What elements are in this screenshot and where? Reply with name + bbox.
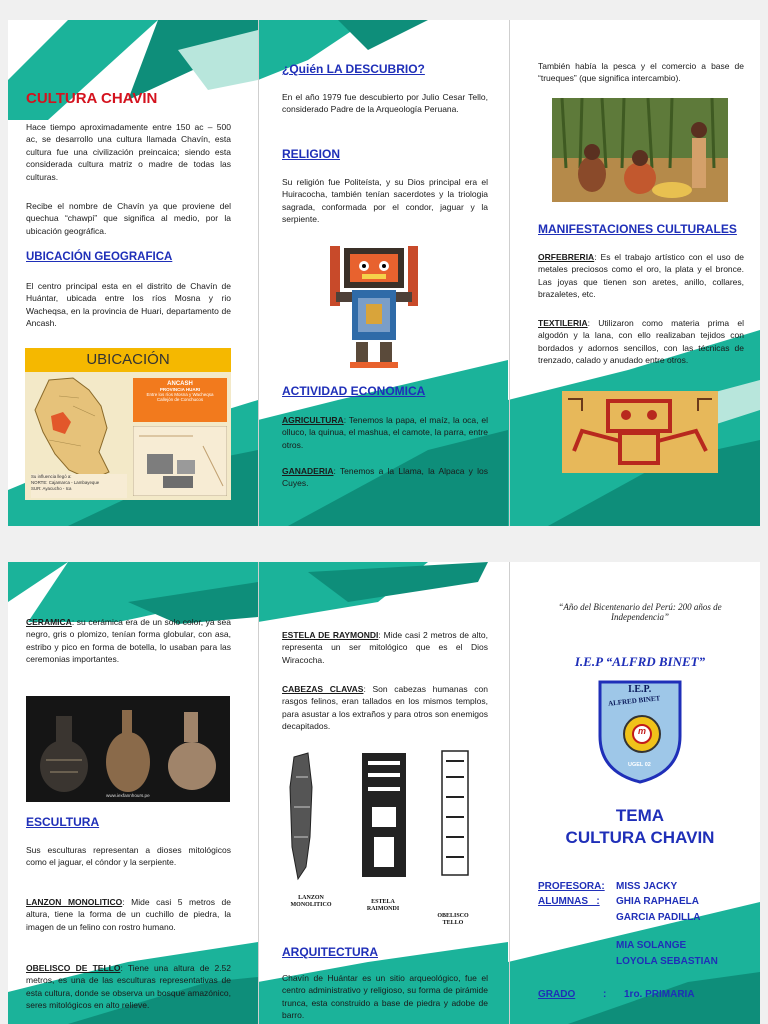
alumna-1-firstname: GHIA RAPHAELA xyxy=(616,896,699,907)
textileria-label: TEXTILERIA xyxy=(538,318,588,328)
cabezas-paragraph xyxy=(282,683,488,733)
agricultura-paragraph xyxy=(282,414,488,451)
section-heading-economia: ACTIVIDAD ECONOMICA xyxy=(282,384,426,398)
fold-line xyxy=(509,20,510,526)
lanzon-paragraph xyxy=(26,896,231,933)
grado-value: 1ro. PRIMARIA xyxy=(624,989,695,1000)
ganaderia-paragraph xyxy=(282,465,488,490)
map-banner-title: UBICACIÓN xyxy=(86,351,170,368)
caption-obelisco: OBELISCO TELLO xyxy=(437,913,469,926)
logo-letter: m xyxy=(638,726,647,736)
orfebreria-text: : Es el trabajo artístico con el uso de metales preciosos como el oro, la plata y el bronce. Las joyas que tienen son aretes, anillo, collares, brazaletes, etc. xyxy=(538,252,744,300)
cabezas-label: CABEZAS CLAVAS xyxy=(282,684,364,694)
descubrio-paragraph: En el año 1979 fue descubierto por Julio Cesar Tello, considerado Padre de la Arqueología Peruana. xyxy=(282,92,488,115)
map-note-line3: SUR: Ayacucho - Ica xyxy=(31,486,72,491)
grado-label: GRADO xyxy=(538,989,576,1000)
orfebreria-paragraph xyxy=(538,251,744,301)
logo-text-iep: I.E.P. xyxy=(628,684,652,695)
ceramica-label: CERAMICA xyxy=(26,617,72,627)
peru-map-icon xyxy=(29,376,119,484)
ganaderia-label: GANADERIA xyxy=(282,466,334,476)
section-heading-descubrio: ¿Quién LA DESCUBRIO? xyxy=(282,62,425,76)
estela-text: : Mide casi 2 metros de alto, representa un ser mitológico que es el Dios Wiracocha. xyxy=(282,630,488,665)
obelisco-text: : Tiene una altura de 2.52 metros, es una de las esculturas representativas de esta cultura, donde se observa un bosque amazónico, seres mitológicos en alto relieve. xyxy=(26,963,232,1011)
arquitectura-paragraph: Chavín de Huántar es un sitio arqueológico, fue el centro administrativo y religioso, su forma de pirámide trunca, esta construido a base de piedra y adobe de barro. xyxy=(282,973,488,1021)
ceramic-vessels-image xyxy=(26,696,230,802)
textileria-paragraph xyxy=(538,317,744,367)
agricultura-text: : Tenemos la papa, el maíz, la oca, el olluco, la quinua, el mashua, el camote, la parra, entre otros. xyxy=(282,415,488,450)
ganaderia-text: : Tenemos a la Llama, la Alpaca y los Cuyes. xyxy=(282,466,488,489)
name-origin-paragraph: Recibe el nombre de Chavín ya que proviene del quechua “chawpi” que significa al medio, por la ubicación geográfica. xyxy=(26,201,231,236)
logo-ugel: UGEL 02 xyxy=(628,762,651,768)
ubicacion-map-image xyxy=(25,348,231,500)
estela-paragraph xyxy=(282,629,488,666)
profesora-value: MISS JACKY xyxy=(616,881,678,892)
motto-text: “Año del Bicentenario del Perú: 200 años de Independencia” xyxy=(558,602,722,622)
ubicacion-paragraph: El centro principal esta en el distrito de Chavín de Huántar, ubicada entre los ríos Mosna y rio Wacheqsa, en la provincia de Huari, departamento de Ancash. xyxy=(26,281,231,329)
escultura-paragraph: Sus esculturas representan a dioses mitológicos como el jaguar, el cóndor y la serpiente. xyxy=(26,845,231,868)
brochure-outside-sheet xyxy=(8,20,760,526)
alumna-1-lastname: GARCIA PADILLA xyxy=(616,912,701,923)
school-name: I.E.P “ALFRD BINET” xyxy=(574,654,706,669)
religion-paragraph: Su religión fue Politeísta, y su Dios principal era el Huiracocha, también tenían sacerdotes y la triologia sagrada, conformada por el condor, jaguar y la serpiente. xyxy=(282,177,488,225)
map-note-line1: Su influencia llegó a: xyxy=(31,474,72,479)
tema-value: CULTURA CHAVIN xyxy=(565,828,715,847)
lanzon-text: : Mide casi 5 metros de altura, tiene la forma de un cuchillo de piedra, la imagen de un felino con rostro humano. xyxy=(26,897,231,932)
ancash-box-title: ANCASH xyxy=(167,381,193,387)
ancash-box-sub2: Entre los ríos Mosna y Wacheqsa xyxy=(146,392,214,397)
obelisco-label: OBELISCO DE TELLO xyxy=(26,963,121,973)
caption-lanzon: LANZON MONOLITICO xyxy=(290,895,332,908)
corn-harvest-image xyxy=(552,98,728,202)
temple-plan-icon xyxy=(133,426,227,496)
map-note-line2: NORTE: Cajamarca - Lambayeque xyxy=(31,480,100,485)
lanzon-label: LANZON MONOLITICO xyxy=(26,897,123,907)
caption-estela: ESTELA RAIMONDI xyxy=(366,899,400,912)
ancash-box-sub3: Callejón de Conchucos xyxy=(156,397,204,402)
profesora-label: PROFESORA: xyxy=(538,881,605,892)
ancash-box-sub1: PROVINCIA HUARI xyxy=(159,387,201,392)
ceramica-text: : su cerámica era de un solo color, ya sea negro, gris o plomizo, tenían forma globular, con asa, estribo y pico en forma de botella, lo usaban para las ceremonias importantes. xyxy=(26,617,231,665)
sculptures-image xyxy=(278,747,488,895)
tema-label: TEMA xyxy=(615,806,665,825)
alumnas-label: ALUMNAS : xyxy=(538,896,600,907)
textile-image xyxy=(562,391,718,473)
logo-text-binet: ALFRED BINET xyxy=(607,694,661,708)
map-influence-note xyxy=(31,474,127,498)
fold-line xyxy=(258,562,259,1024)
brochure-inside-sheet xyxy=(8,562,760,1024)
ancash-box xyxy=(133,378,227,422)
cabezas-text: : Son cabezas humanas con rasgos felinos, eran tallados en los mismos templos, para asustar a los extraños y para otros son enemigos decapitados. xyxy=(282,684,488,732)
alumna-2-lastname: LOYOLA SEBASTIAN xyxy=(616,956,718,967)
section-heading-escultura: ESCULTURA xyxy=(26,815,100,829)
section-heading-ubicacion: UBICACIÓN GEOGRAFICA xyxy=(26,251,173,263)
orfebreria-label: ORFEBRERIA xyxy=(538,252,595,262)
grado-separator: : xyxy=(603,989,607,1000)
trade-paragraph: También había la pesca y el comercio a base de “trueques” (que significa intercambio). xyxy=(538,61,744,84)
textileria-text: : Utilizaron como materia prima el algodón y la lana, con ello realizaban tejidos con bordados y adornos sencillos, con las técnicas de trenzado, calado y anudado entre otros. xyxy=(538,318,744,366)
section-heading-religion: RELIGION xyxy=(282,147,341,161)
section-heading-arquitectura: ARQUITECTURA xyxy=(282,945,378,959)
agricultura-label: AGRICULTURA xyxy=(282,415,344,425)
photo-credit: www.iexfannhours.pe xyxy=(106,793,150,798)
fold-line xyxy=(509,562,510,1024)
ceramica-photo xyxy=(26,696,230,802)
page-title: CULTURA CHAVIN xyxy=(26,90,158,107)
fold-line xyxy=(258,20,259,526)
estela-label: ESTELA DE RAYMONDI xyxy=(282,630,379,640)
huiracocha-deity-image xyxy=(322,242,426,372)
alumna-2-firstname: MIA SOLANGE xyxy=(616,940,687,951)
obelisco-paragraph xyxy=(26,962,231,1012)
ceramica-paragraph xyxy=(26,616,231,666)
section-heading-manifestaciones: MANIFESTACIONES CULTURALES xyxy=(538,222,737,236)
intro-paragraph: Hace tiempo aproximadamente entre 150 ac – 500 ac, se desarrollo una cultura llamada Chavín, esta cultura fue una civilización preincaica; siendo esta considerada cultura matriz o madre de todas las culturas. xyxy=(26,122,231,182)
